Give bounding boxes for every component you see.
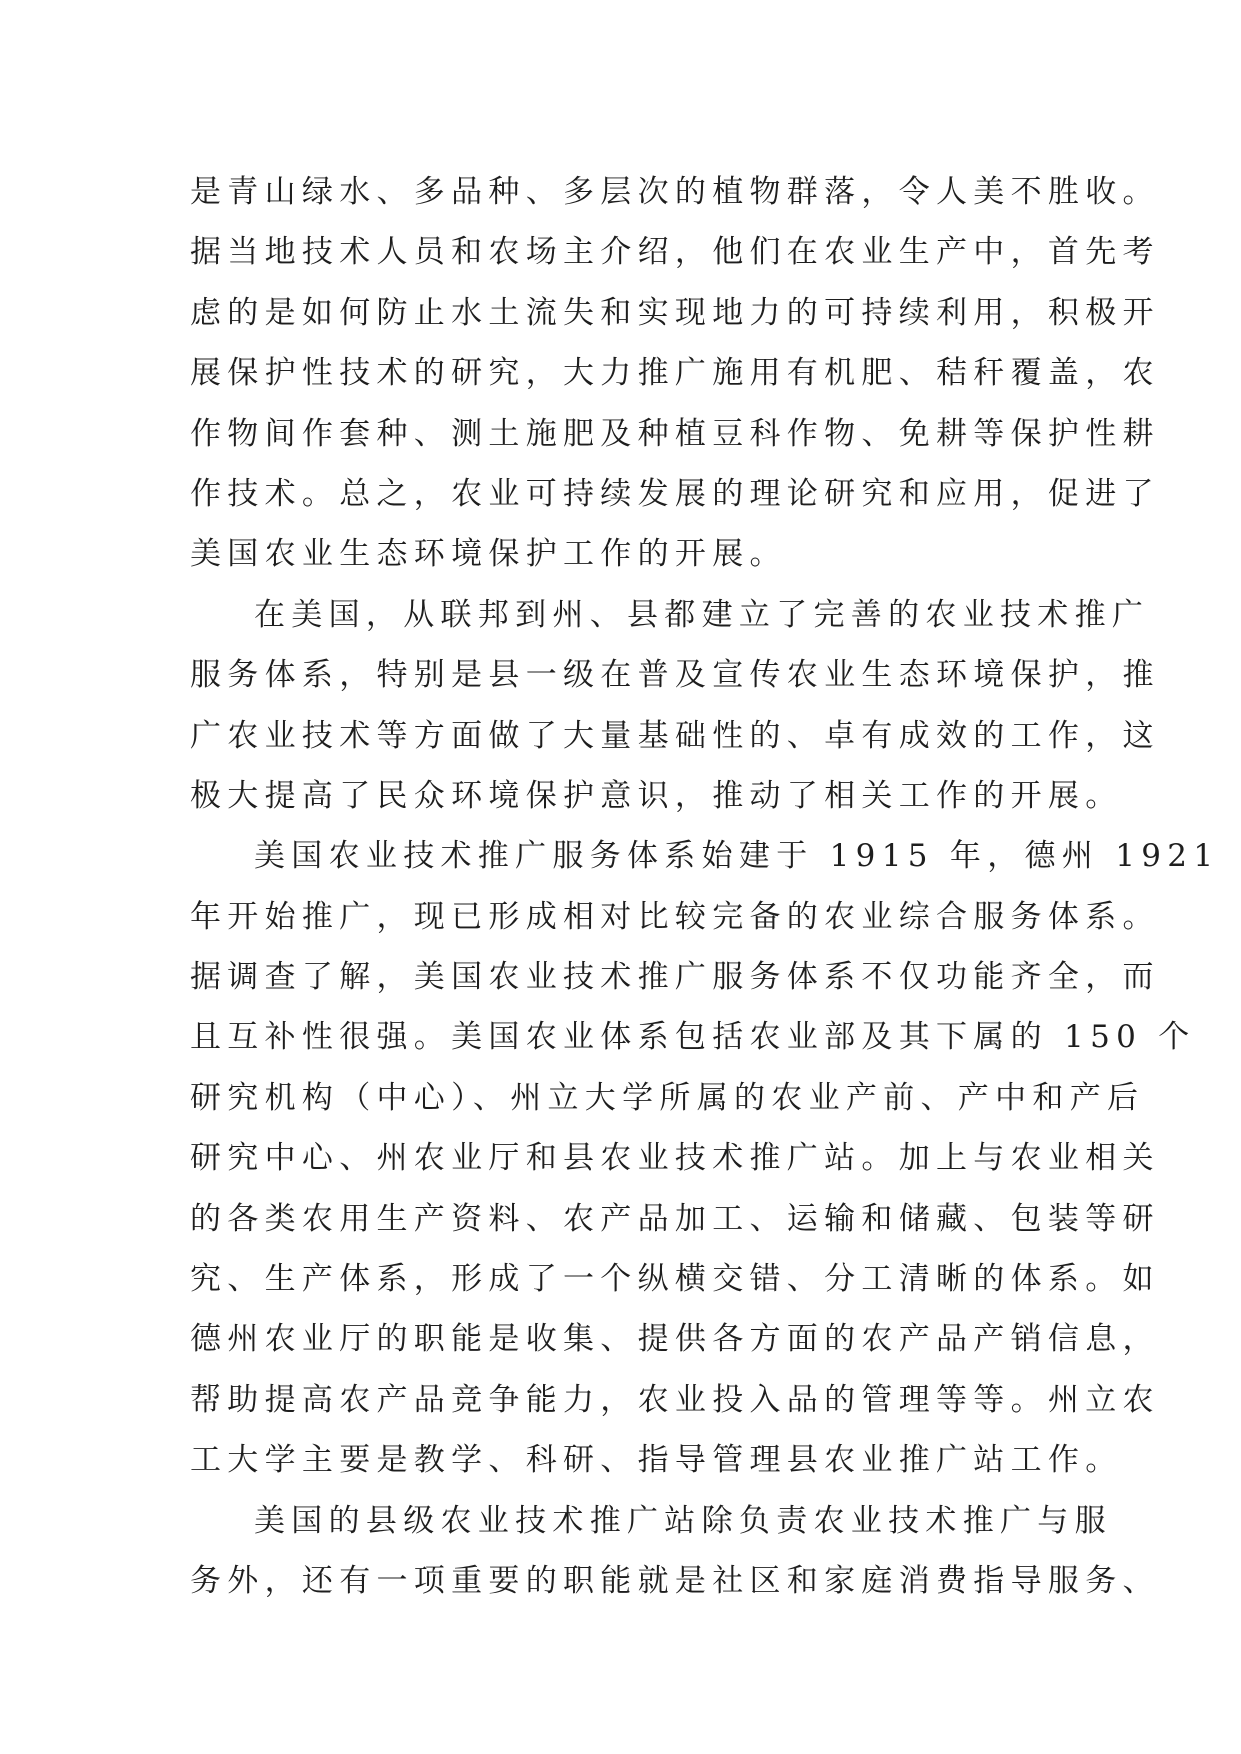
text-line: 广农业技术等方面做了大量基础性的、卓有成效的工作，这 <box>190 717 1160 754</box>
text-line: 服务体系，特别是县一级在普及宣传农业生态环境保护，推 <box>190 657 1160 694</box>
text-line-first: 美国农业技术推广服务体系始建于 1915 年，德州 1921 <box>254 838 1220 875</box>
text-line: 德州农业厅的职能是收集、提供各方面的农产品产销信息， <box>190 1321 1160 1358</box>
paragraph-3 <box>190 826 1220 1490</box>
text-line-first: 在美国，从联邦到州、县都建立了完善的农业技术推广 <box>254 596 1150 633</box>
paragraph-1 <box>190 162 1160 585</box>
text-line: 极大提高了民众环境保护意识，推动了相关工作的开展。 <box>190 777 1123 814</box>
text-line: 美国农业生态环境保护工作的开展。 <box>190 536 787 573</box>
text-line: 工大学主要是教学、科研、指导管理县农业推广站工作。 <box>190 1442 1123 1479</box>
text-line: 究、生产体系，形成了一个纵横交错、分工清晰的体系。如 <box>190 1261 1160 1298</box>
document-body <box>190 162 1220 1611</box>
text-line: 研究中心、州农业厅和县农业技术推广站。加上与农业相关 <box>190 1140 1160 1177</box>
paragraph-2 <box>190 585 1160 827</box>
text-line: 年开始推广，现已形成相对比较完备的农业综合服务体系。 <box>190 898 1160 935</box>
text-line: 展保护性技术的研究，大力推广施用有机肥、秸秆覆盖，农 <box>190 355 1160 392</box>
text-line: 虑的是如何防止水土流失和实现地力的可持续利用，积极开 <box>190 294 1160 331</box>
text-line: 且互补性很强。美国农业体系包括农业部及其下属的 150 个 <box>190 1019 1196 1056</box>
text-line-first: 美国的县级农业技术推广站除负责农业技术推广与服 <box>254 1502 1112 1539</box>
text-line: 帮助提高农产品竞争能力，农业投入品的管理等等。州立农 <box>190 1381 1160 1418</box>
text-line: 作技术。总之，农业可持续发展的理论研究和应用，促进了 <box>190 475 1160 512</box>
paragraph-4 <box>190 1491 1160 1612</box>
text-line: 是青山绿水、多品种、多层次的植物群落，令人美不胜收。 <box>190 174 1160 210</box>
text-line: 据当地技术人员和农场主介绍，他们在农业生产中，首先考 <box>190 234 1160 271</box>
text-line: 的各类农用生产资料、农产品加工、运输和储藏、包装等研 <box>190 1200 1160 1237</box>
text-line: 作物间作套种、测土施肥及种植豆科作物、免耕等保护性耕 <box>190 415 1160 452</box>
text-line: 研究机构（中心）、州立大学所属的农业产前、产中和产后 <box>190 1079 1145 1116</box>
text-line: 务外，还有一项重要的职能就是社区和家庭消费指导服务、 <box>190 1562 1160 1599</box>
text-line: 据调查了解，美国农业技术推广服务体系不仅功能齐全，而 <box>190 959 1160 996</box>
